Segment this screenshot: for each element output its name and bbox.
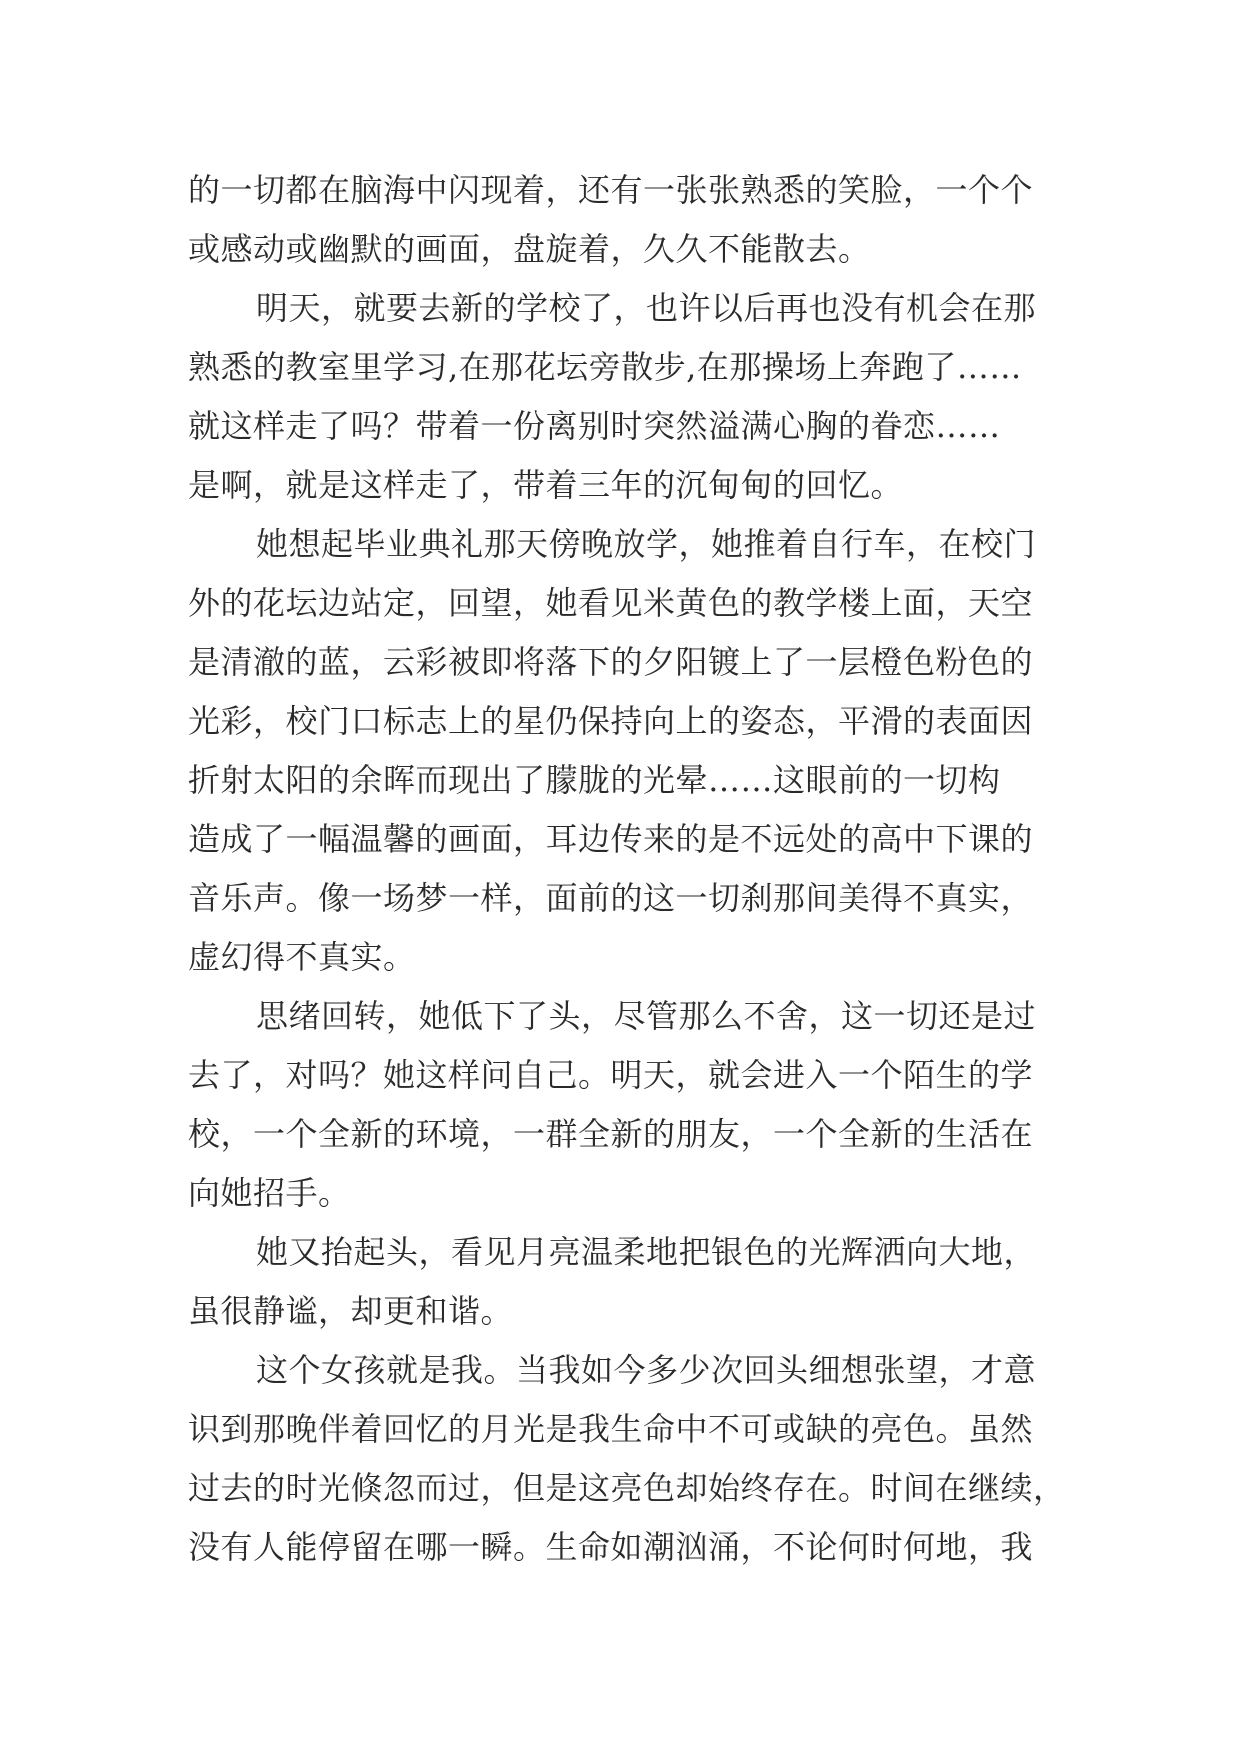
text-line: 虽很静谧，却更和谐。 bbox=[188, 1292, 514, 1330]
text-line: 折射太阳的余晖而现出了朦胧的光晕……这眼前的一切构 bbox=[188, 761, 1001, 799]
text-line: 这个女孩就是我。当我如今多少次回头细想张望，才意 bbox=[256, 1351, 1037, 1389]
text-line: 外的花坛边站定，回望，她看见米黄色的教学楼上面，天空 bbox=[188, 584, 1034, 622]
text-line: 的一切都在脑海中闪现着，还有一张张熟悉的笑脸，一个个 bbox=[188, 171, 1034, 209]
text-line: 音乐声。像一场梦一样，面前的这一切刹那间美得不真实， bbox=[188, 879, 1034, 917]
text-line: 去了，对吗？她这样问自己。明天，就会进入一个陌生的学 bbox=[188, 1056, 1034, 1094]
text-line: 是清澈的蓝，云彩被即将落下的夕阳镀上了一层橙色粉色的 bbox=[188, 643, 1034, 681]
text-line: 向她招手。 bbox=[188, 1174, 351, 1212]
text-line: 校，一个全新的环境，一群全新的朋友，一个全新的生活在 bbox=[188, 1115, 1034, 1153]
essay-body bbox=[188, 161, 1068, 1577]
text-line: 造成了一幅温馨的画面，耳边传来的是不远处的高中下课的 bbox=[188, 820, 1034, 858]
text-line: 就这样走了吗？带着一份离别时突然溢满心胸的眷恋…… bbox=[188, 407, 1001, 445]
text-line: 熟悉的教室里学习,在那花坛旁散步,在那操场上奔跑了…… bbox=[188, 348, 1022, 386]
text-line: 明天，就要去新的学校了，也许以后再也没有机会在那 bbox=[256, 289, 1037, 327]
text-line: 她又抬起头，看见月亮温柔地把银色的光辉洒向大地， bbox=[256, 1233, 1037, 1271]
text-line: 是啊，就是这样走了，带着三年的沉甸甸的回忆。 bbox=[188, 466, 904, 504]
text-line: 虚幻得不真实。 bbox=[188, 938, 416, 976]
text-line: 思绪回转，她低下了头，尽管那么不舍，这一切还是过 bbox=[256, 997, 1037, 1035]
text-line: 她想起毕业典礼那天傍晚放学，她推着自行车，在校门 bbox=[256, 525, 1037, 563]
text-line: 过去的时光倏忽而过，但是这亮色却始终存在。时间在继续， bbox=[188, 1469, 1066, 1507]
text-line: 识到那晚伴着回忆的月光是我生命中不可或缺的亮色。虽然 bbox=[188, 1410, 1034, 1448]
text-line: 没有人能停留在哪一瞬。生命如潮汹涌，不论何时何地，我 bbox=[188, 1528, 1034, 1566]
text-line: 或感动或幽默的画面，盘旋着，久久不能散去。 bbox=[188, 230, 871, 268]
text-line: 光彩，校门口标志上的星仍保持向上的姿态，平滑的表面因 bbox=[188, 702, 1034, 740]
